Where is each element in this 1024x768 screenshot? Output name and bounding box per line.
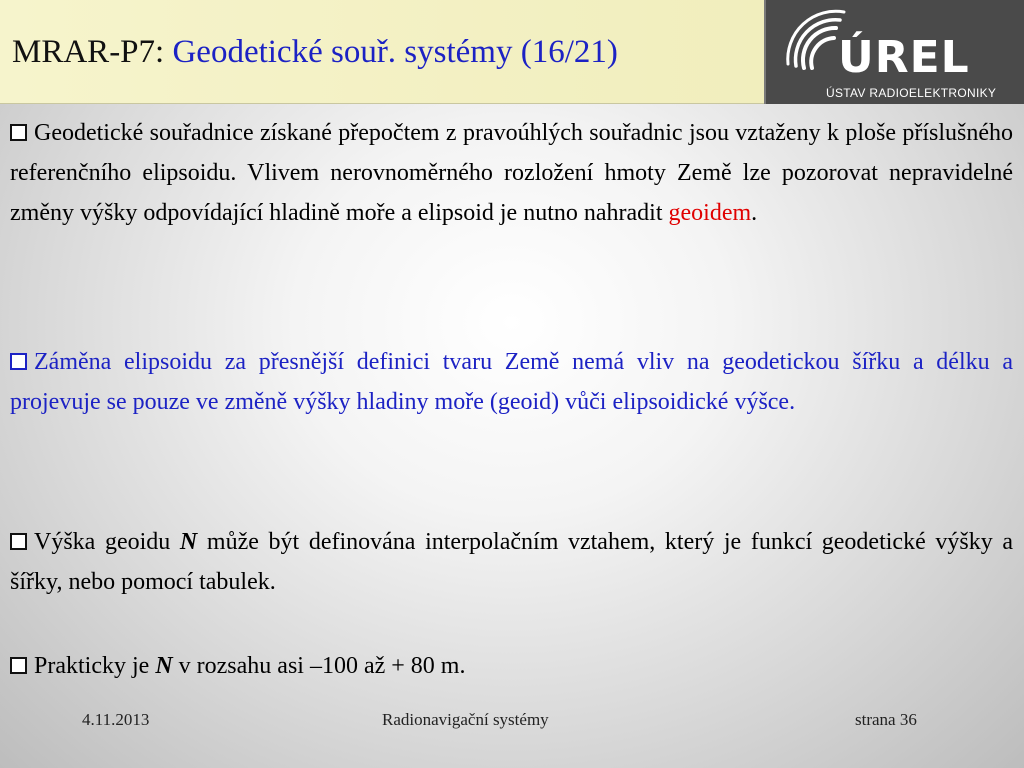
bullet-2-text: Záměna elipsoidu za přesnější definici tvaru Země nemá vliv na geodetickou šířku a délku a projevuje se pouze ve změně výšky hladiny moře (geoid) vůči elipsoidické výšce. [10,349,1013,415]
bullet-3-symbol: N [179,529,198,555]
bullet-1-end: . [751,200,758,226]
title-bar [0,0,764,104]
checkbox-bullet-icon [10,657,27,674]
logo-wordmark: ÚREL [838,32,970,83]
logo-subtitle: ÚSTAV RADIOELEKTRONIKY [826,86,997,100]
checkbox-bullet-icon [10,533,27,550]
slide-header [0,0,1024,103]
bullet-1-highlight: geoidem [668,200,752,226]
title-main: Geodetické souř. systémy (16/21) [172,34,618,70]
footer-date: 4.11.2013 [82,710,150,729]
bullet-1 [10,113,1013,233]
bullet-4 [10,646,1013,686]
footer-course: Radionavigační systémy [382,710,549,729]
bullet-2 [10,342,1013,422]
bullet-3-text: Výška geoidu [34,529,180,555]
checkbox-bullet-icon [10,124,27,141]
bullet-3-end: může být definována interpolačním vztahem, který je funkcí geodetické výšky a šířky, nebo pomocí tabulek. [10,529,1013,595]
title-prefix: MRAR-P7: [12,34,173,70]
bullet-4-symbol: N [155,653,173,679]
checkbox-bullet-icon [10,353,27,370]
bullet-1-text: Geodetické souřadnice získané přepočtem z pravoúhlých souřadnic jsou vztaženy k ploše příslušného referenčního elipsoidu. Vlivem nerovnoměrného rozložení hmoty Země lze pozorovat nepravidelné změny výšky odpovídající hladině moře a elipsoid je nutno nahradit [10,120,1013,226]
bullet-3 [10,522,1013,602]
bullet-4-end: v rozsahu asi –100 až + 80 m. [172,653,466,679]
footer-page-number: strana 36 [855,710,917,729]
bullet-4-text: Prakticky je [34,653,156,679]
slide-title [12,34,618,71]
